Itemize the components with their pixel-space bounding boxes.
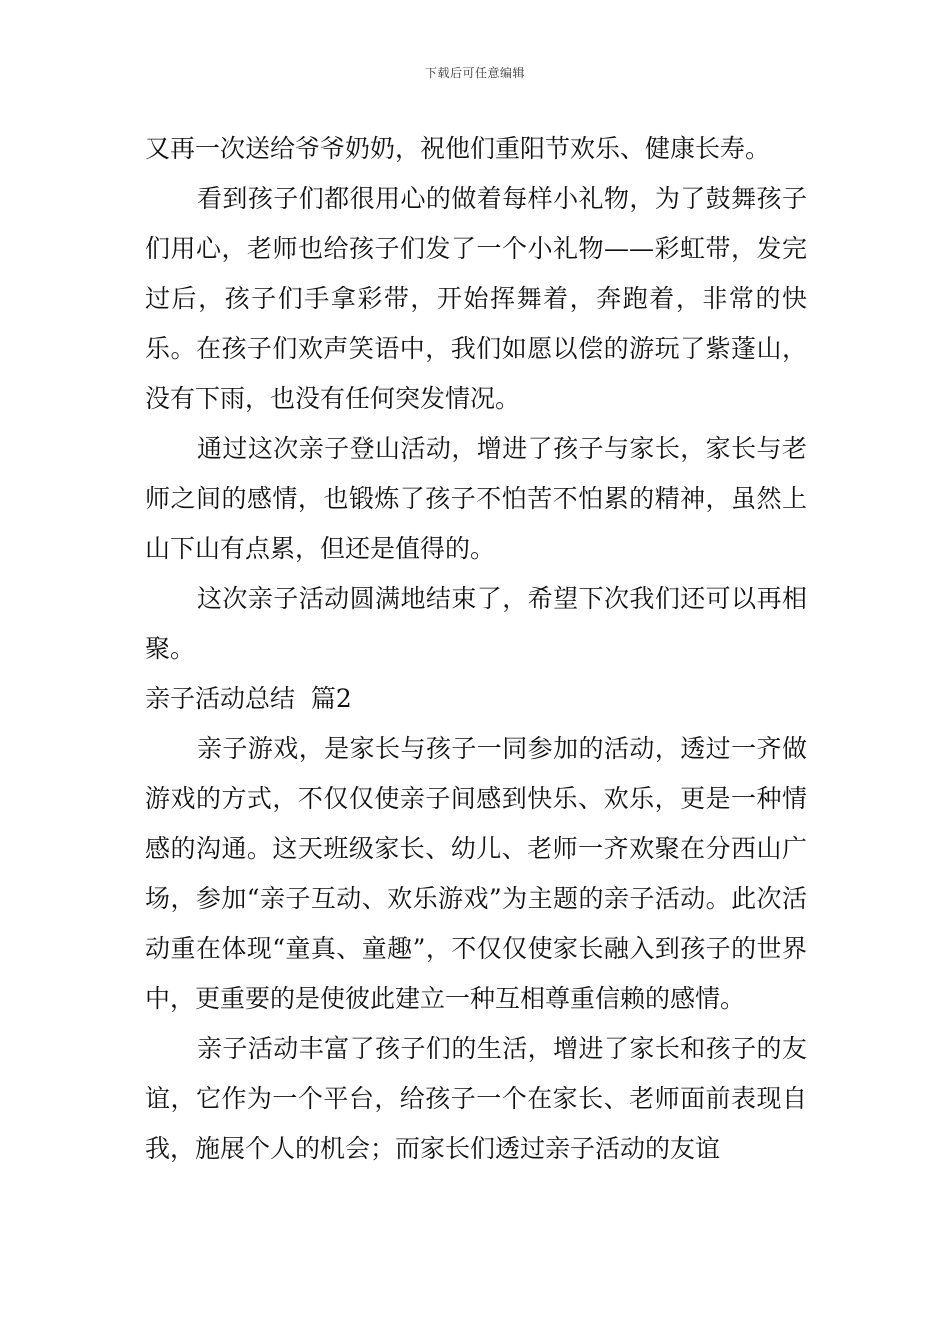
paragraph-1: 又再一次送给爷爷奶奶，祝他们重阳节欢乐、健康长寿。 — [145, 134, 771, 163]
section-heading: 亲子活动总结 篇2 — [145, 684, 352, 713]
paragraph-5: 亲子游戏，是家长与孩子一同参加的活动，透过一齐做游戏的方式，不仅仅使亲子间感到快乐、欢乐，更是一种情感的沟通。这天班级家长、幼儿、老师一齐欢聚在分西山广场，参加“亲子互动、欢乐游戏”为主题的亲子活动。此次活动重在体现“童真、童趣”，不仅仅使家长融入到孩子的世界中，更重要的是使彼此建立一种互相尊重信赖的感情。 — [145, 734, 807, 1013]
paragraph-4: 这次亲子活动圆满地结束了，希望下次我们还可以再相聚。 — [145, 584, 807, 663]
paragraph-2: 看到孩子们都很用心的做着每样小礼物，为了鼓舞孩子们用心，老师也给孩子们发了一个小礼物——彩虹带，发完过后，孩子们手拿彩带，开始挥舞着，奔跑着，非常的快乐。在孩子们欢声笑语中，我们如愿以偿的游玩了紫蓬山，没有下雨，也没有任何突发情况。 — [145, 184, 807, 413]
document-body — [145, 124, 807, 1174]
paragraph-3: 通过这次亲子登山活动，增进了孩子与家长，家长与老师之间的感情，也锻炼了孩子不怕苦不怕累的精神，虽然上山下山有点累，但还是值得的。 — [145, 434, 807, 563]
page-header: 下载后可任意编辑 — [424, 66, 525, 80]
paragraph-6: 亲子活动丰富了孩子们的生活，增进了家长和孩子的友谊，它作为一个平台，给孩子一个在家长、老师面前表现自我，施展个人的机会；而家长们透过亲子活动的友谊 — [145, 1034, 807, 1163]
